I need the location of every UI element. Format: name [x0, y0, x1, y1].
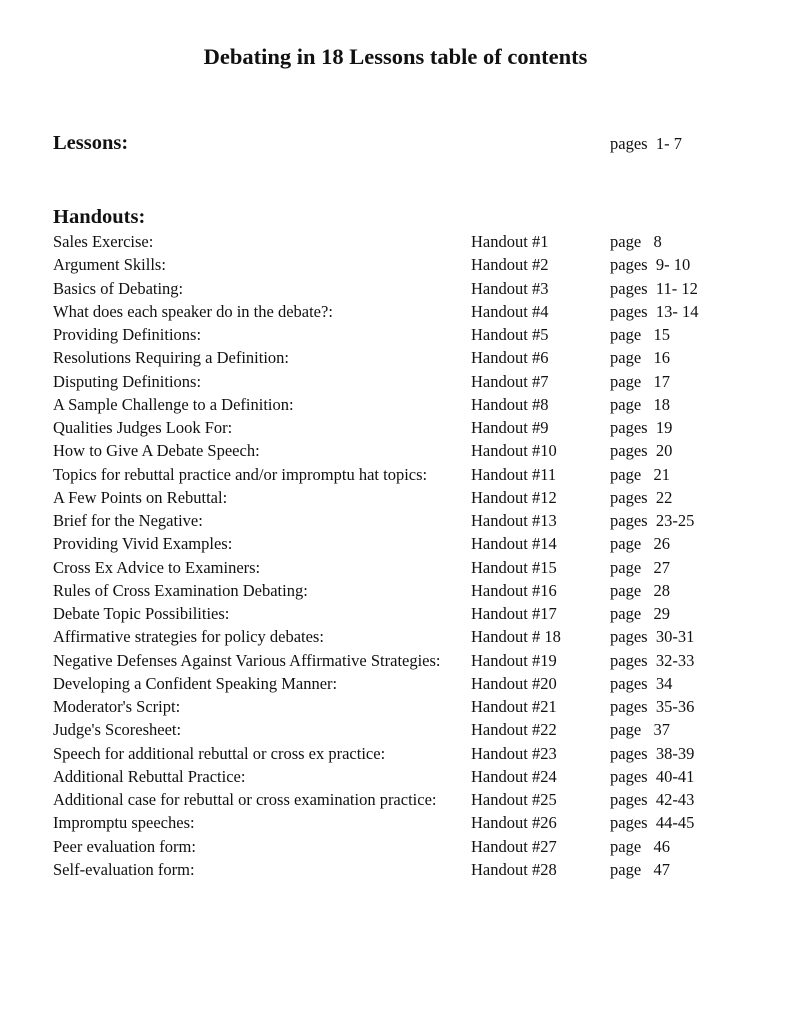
handout-pages: pages 34 — [610, 673, 673, 693]
handout-title: Rules of Cross Examination Debating: — [53, 580, 308, 600]
handout-pages: pages 19 — [610, 418, 673, 437]
handout-row — [0, 416, 791, 439]
handout-number: Handout #2 — [471, 255, 549, 275]
handout-pages: page 29 — [610, 604, 671, 623]
handout-row — [0, 300, 791, 323]
handout-title: Qualities Judges Look For: — [53, 418, 233, 437]
handout-title: Brief for the Negative: — [53, 511, 203, 530]
handout-pages: page 27 — [610, 557, 671, 577]
handout-number: Handout #26 — [471, 813, 557, 833]
handout-row — [0, 532, 791, 555]
handout-title: Judge's Scoresheet: — [53, 720, 182, 740]
handout-number: Handout #24 — [471, 766, 557, 786]
handout-pages: pages 44-45 — [610, 813, 695, 833]
handout-row — [0, 602, 791, 625]
handout-title: Debate Topic Possibilities: — [53, 604, 230, 623]
handout-pages: pages 22 — [610, 487, 673, 507]
handout-number: Handout #3 — [471, 278, 549, 298]
handout-number: Handout #9 — [471, 418, 549, 437]
handout-row — [0, 439, 791, 462]
handout-pages: page 28 — [610, 580, 671, 600]
handout-number: Handout #8 — [471, 394, 549, 414]
page-title: Debating in 18 Lessons table of contents — [203, 44, 588, 69]
handout-number: Handout #11 — [471, 464, 557, 484]
handout-title: Providing Vivid Examples: — [53, 534, 233, 554]
handout-pages: pages 35-36 — [610, 697, 695, 716]
handout-number: Handout #19 — [471, 650, 557, 670]
handout-row — [0, 649, 791, 672]
handout-row — [0, 625, 791, 648]
handout-number: Handout #5 — [471, 325, 549, 344]
handout-row — [0, 323, 791, 346]
handout-row — [0, 509, 791, 532]
handout-title: Speech for additional rebuttal or cross ex practice: — [53, 743, 386, 763]
handout-pages: page 21 — [610, 464, 671, 484]
handout-title: Negative Defenses Against Various Affirmative Strategies: — [53, 650, 441, 670]
handout-title: Moderator's Script: — [53, 697, 181, 716]
handout-number: Handout #12 — [471, 487, 557, 507]
handout-number: Handout #1 — [471, 232, 549, 251]
handout-row — [0, 556, 791, 579]
handout-pages: pages 13- 14 — [610, 301, 699, 321]
handout-pages: page 37 — [610, 720, 671, 740]
handout-number: Handout #4 — [471, 301, 549, 321]
handout-number: Handout #22 — [471, 720, 557, 740]
handout-row — [0, 393, 791, 416]
handout-list — [0, 230, 791, 881]
handout-pages: pages 30-31 — [610, 627, 695, 647]
handout-number: Handout #10 — [471, 441, 557, 461]
handout-number: Handout #14 — [471, 534, 557, 554]
handout-pages: pages 11- 12 — [610, 278, 698, 298]
handout-title: Sales Exercise: — [53, 232, 154, 251]
handout-title: Resolutions Requiring a Definition: — [53, 348, 290, 368]
handout-number: Handout #7 — [471, 371, 549, 391]
handout-row — [0, 765, 791, 788]
lessons-heading: Lessons: — [53, 132, 129, 154]
handout-title: A Few Points on Rebuttal: — [53, 487, 228, 507]
handout-pages: page 16 — [610, 348, 671, 368]
handout-number: Handout #25 — [471, 790, 557, 809]
handout-title: Providing Definitions: — [53, 325, 202, 344]
handout-title: Topics for rebuttal practice and/or impromptu hat topics: — [53, 464, 428, 484]
handout-row — [0, 486, 791, 509]
handout-title: Disputing Definitions: — [53, 371, 202, 391]
lessons-pages: pages 1- 7 — [610, 134, 682, 153]
handout-number: Handout #15 — [471, 557, 557, 577]
handout-pages: page 26 — [610, 534, 671, 554]
handout-row — [0, 718, 791, 741]
handout-pages: pages 20 — [610, 441, 673, 461]
handout-row — [0, 253, 791, 276]
handout-title: Developing a Confident Speaking Manner: — [53, 673, 338, 693]
handout-row — [0, 858, 791, 881]
handout-number: Handout #17 — [471, 604, 557, 623]
handout-pages: page 47 — [610, 859, 671, 879]
handout-number: Handout #23 — [471, 743, 557, 763]
handout-number: Handout #16 — [471, 580, 557, 600]
handout-row — [0, 579, 791, 602]
handout-number: Handout #27 — [471, 836, 557, 856]
handout-pages: page 17 — [610, 371, 671, 391]
handout-pages: pages 32-33 — [610, 650, 695, 670]
handouts-heading: Handouts: — [53, 206, 146, 228]
handout-title: A Sample Challenge to a Definition: — [53, 394, 294, 414]
handout-pages: pages 23-25 — [610, 511, 695, 530]
handout-number: Handout # 18 — [471, 627, 561, 647]
handout-title: Basics of Debating: — [53, 278, 184, 298]
handout-number: Handout #6 — [471, 348, 549, 368]
handout-row — [0, 811, 791, 834]
handout-pages: page 8 — [610, 232, 662, 251]
handout-row — [0, 346, 791, 369]
handout-title: Additional case for rebuttal or cross examination practice: — [53, 790, 437, 809]
handout-title: Argument Skills: — [53, 255, 166, 275]
handout-row — [0, 370, 791, 393]
handout-number: Handout #21 — [471, 697, 557, 716]
handout-title: Peer evaluation form: — [53, 836, 196, 856]
handout-pages: pages 9- 10 — [610, 255, 691, 275]
handout-title: Additional Rebuttal Practice: — [53, 766, 246, 786]
handout-pages: page 18 — [610, 394, 671, 414]
handout-row — [0, 277, 791, 300]
handout-title: Self-evaluation form: — [53, 859, 195, 879]
handout-row — [0, 835, 791, 858]
handout-row — [0, 742, 791, 765]
handout-pages: pages 40-41 — [610, 766, 695, 786]
handout-row — [0, 672, 791, 695]
handout-number: Handout #13 — [471, 511, 557, 530]
handout-row — [0, 788, 791, 811]
handout-title: How to Give A Debate Speech: — [53, 441, 260, 461]
handout-row — [0, 230, 791, 253]
handout-number: Handout #28 — [471, 859, 557, 879]
handout-pages: pages 42-43 — [610, 790, 695, 809]
handout-title: What does each speaker do in the debate?: — [53, 301, 333, 321]
handout-pages: page 46 — [610, 836, 671, 856]
handout-title: Cross Ex Advice to Examiners: — [53, 557, 261, 577]
handout-title: Affirmative strategies for policy debates: — [53, 627, 324, 647]
handout-pages: page 15 — [610, 325, 671, 344]
handout-pages: pages 38-39 — [610, 743, 695, 763]
handout-row — [0, 463, 791, 486]
handout-title: Impromptu speeches: — [53, 813, 195, 833]
handout-number: Handout #20 — [471, 673, 557, 693]
handout-row — [0, 695, 791, 718]
